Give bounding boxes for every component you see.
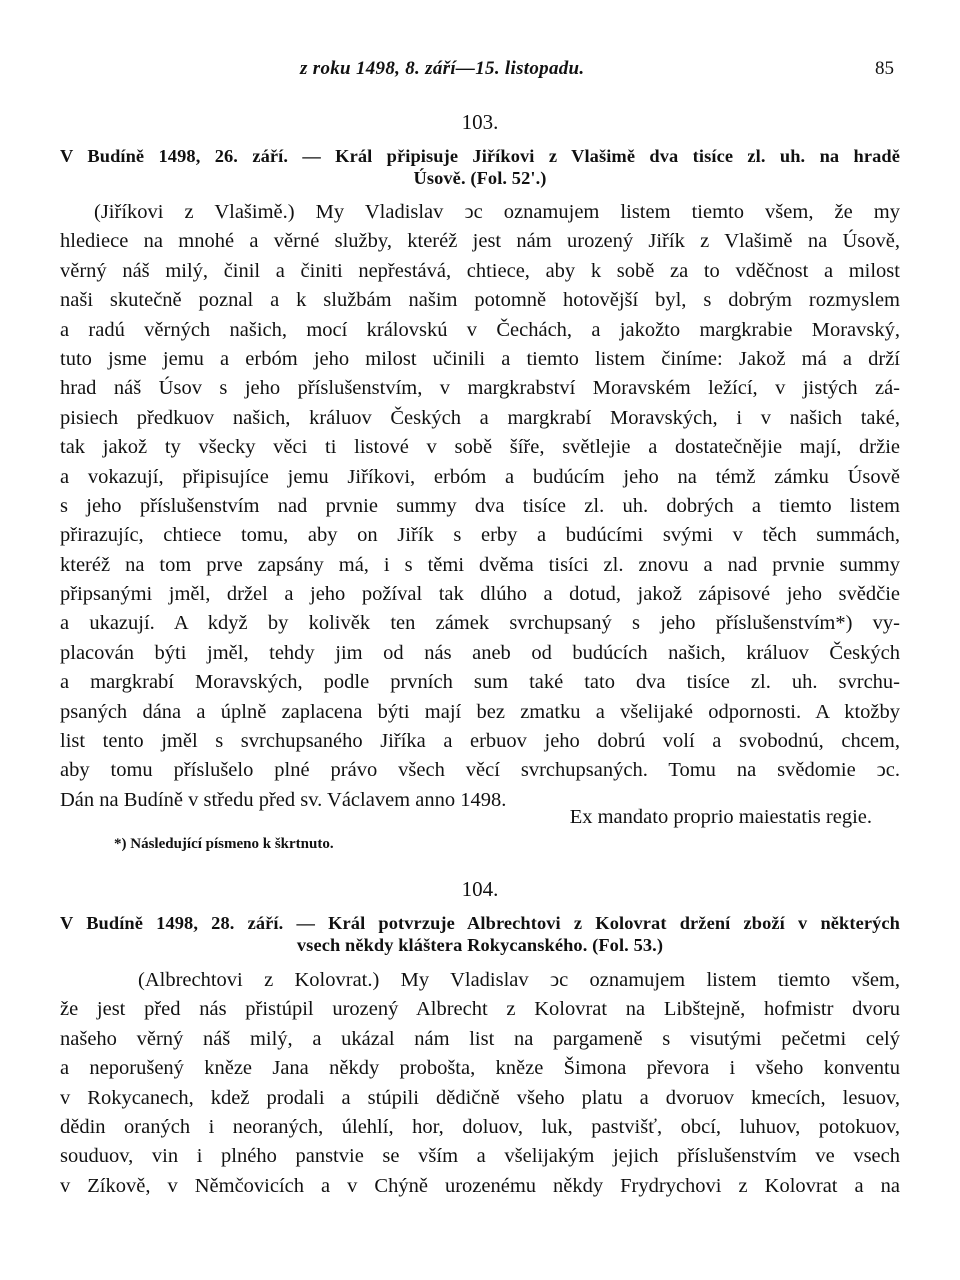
- heading-line: V Budíně 1498, 28. září. — Král potvrzuje Albrechtovi z Kolovrat držení zboží v některých: [60, 913, 900, 933]
- signature-line: Ex mandato proprio maiestatis regie.: [569, 806, 872, 828]
- text-line: a margkrabí Moravských, podle prvních sum také tato dva tisíce zl. uh. svrchu-: [60, 671, 900, 694]
- text-line: Dán na Budíně v středu před sv. Václavem anno 1498.: [60, 788, 507, 811]
- text-line: a neporušený kněze Jana někdy proboštа, kněze Šimona převora i všeho konventu: [60, 1057, 900, 1080]
- text-line: připsanými jměl, držel a jeho požíval tak dlúho a dotud, jakož zápisové jeho svědčie: [60, 583, 900, 606]
- text-line: aby tomu příslušelo plné právo všech věcí svrchupsaných. Tomu na svědomie ͻc.: [60, 759, 900, 782]
- page: [60, 0, 900, 1280]
- text-line: a radú věrných našich, mocí královskú v Čechách, a jakožto margkrabie Moravský,: [60, 318, 900, 341]
- text-line: pisiech předkuov našich, králuov Českých a margkrabí Moravských, i v našich také,: [60, 406, 900, 429]
- text-line: (Jiříkovi z Vlašimě.) My Vladislav ͻc oznamujem listem tiemto všem, že my: [94, 201, 900, 223]
- document-heading-104: [60, 912, 900, 956]
- text-line: věrný náš milý, činil a činiti nepřestává, chtiece, aby k sobě za to vděčnost a milost: [60, 259, 900, 282]
- document-number-103: 103.: [461, 110, 499, 134]
- text-line: s jeho příslušenstvím nad prvnie summy dva tisíce zl. uh. dobrých a tiemto listem: [60, 494, 900, 517]
- text-line: souduov, vin i plného panstvie se vším a všelijakým jejich příslušenstvím ve vsech: [60, 1145, 900, 1168]
- text-line: přirazujíc, chtiece tomu, aby on Jiřík s erby a budúcími svými v těch summách,: [60, 524, 900, 547]
- text-line: tuto jsme jemu a erbóm jeho milost učinili a tiemto listem činíme: Jakož má a drží: [60, 347, 900, 370]
- text-line: dědin oraných i neoraných, úlehlí, hor, doluov, luk, pastvišť, obcí, luhuov, potokuov,: [60, 1115, 900, 1138]
- text-line: hlediece na mnohé a věrné služby, kteréž jest nám urozený Jiřík z Vlašimě na Úsově,: [60, 230, 900, 253]
- text-line: a ukazují. A když by kolivěk ten zámek svrchupsaný s jeho příslušenstvím*) vy-: [60, 612, 900, 635]
- heading-line: V Budíně 1498, 26. září. — Král připisuje Jiříkovi z Vlašimě dva tisíce zl. uh. na hradě: [60, 146, 900, 166]
- text-line: tak jakož ty všecky věci ti listové v sobě šíře, světlejie a dostatečnějie mají, držie: [60, 436, 900, 459]
- text-line: našeho věrný náš milý, a ukázal nám list na pargameně s visutými pečetmi celý: [60, 1027, 900, 1050]
- text-line: (Albrechtovi z Kolovrat.) My Vladislav ͻc oznamujem listem tiemto všem,: [138, 969, 900, 991]
- heading-line: vsech někdy kláštera Rokycanského. (Fol. 53.): [296, 935, 664, 955]
- document-body-104: [60, 966, 900, 1201]
- document-heading-103: [60, 145, 900, 189]
- text-line: naši skutečně poznal a k službám našim potomně hotovější byl, s dobrým rozmyslem: [60, 289, 900, 312]
- text-line: a vokazují, připisujíce jemu Jiříkovi, erbóm a budúcím jeho na témž zámku Úsově: [60, 465, 900, 488]
- text-line: že jest před nás přistúpil urozený Albrecht z Kolovrat na Libštejně, hofmistr dvoru: [60, 998, 900, 1021]
- running-head: [60, 58, 900, 84]
- running-title: z roku 1498, 8. září—15. listopadu.: [300, 58, 585, 79]
- page-number: 85: [875, 58, 894, 79]
- document-body-103: [60, 198, 900, 815]
- text-line: placován býti jměl, tehdy jim od nás aneb od budúcích našich, králuov Českých: [60, 641, 900, 664]
- text-line: kteréž na tom prve zapsány má, i s těmi dvěma tisíci zl. znovu a nad prvnie summy: [60, 553, 900, 576]
- text-line: v Zíkově, v Němčovicích a v Chýně urozenému někdy Frydrychovi z Kolovrat a na: [60, 1174, 900, 1197]
- text-line: psaných dána a úplně zaplacena býti mají bez zmatku a všelijaké odpornosti. A ktožby: [60, 700, 900, 723]
- footnote: *) Následující písmeno k škrtnuto.: [114, 836, 334, 852]
- heading-line: Úsově. (Fol. 52'.): [413, 168, 547, 188]
- document-number-104: 104.: [461, 877, 499, 901]
- text-line: hrad náš Úsov s jeho příslušenstvím, v margkrabství Moravském ležící, v jistých zá-: [60, 377, 900, 400]
- text-line: list tento jměl s svrchupsaného Jiříka a erbuov jeho dobrú volí a svobodnú, chcem,: [60, 730, 900, 753]
- text-line: v Rokycanech, kdež prodali a stúpili dědičně všeho platu a dvoruov kmecích, lesuov,: [60, 1086, 900, 1109]
